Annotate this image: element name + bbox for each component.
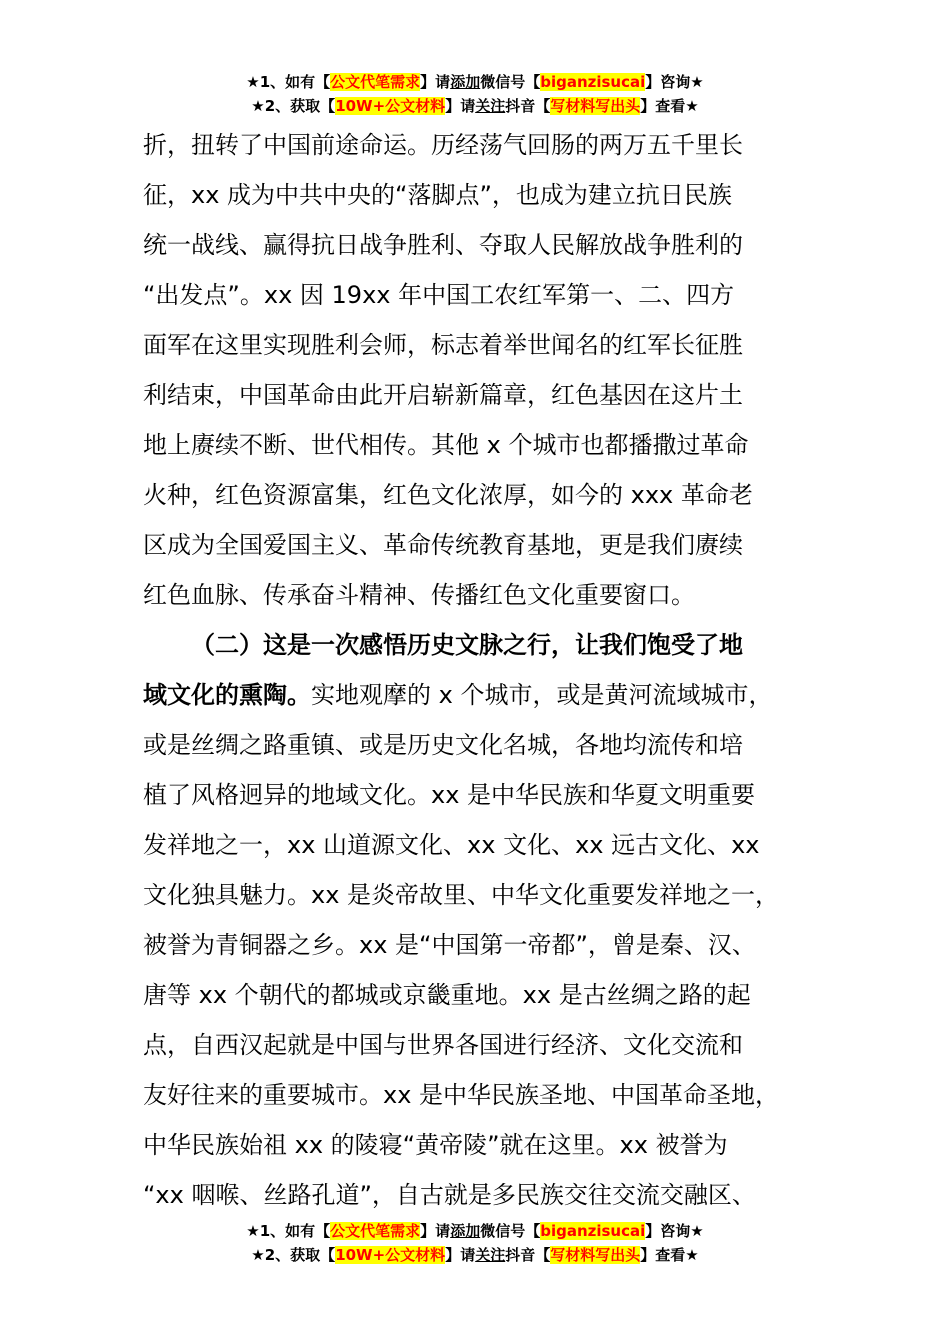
banner-line-1: ★1、如有【公文代笔需求】请添加微信号【biganzisucai】咨询★ [246,1222,704,1240]
body-line: 利结束，中国革命由此开启崭新篇章，红色基因在这片土 [143,381,743,409]
body-line: 友好往来的重要城市。xx 是中华民族圣地、中国革命圣地， [143,1081,780,1109]
banner-line-1: ★1、如有【公文代笔需求】请添加微信号【biganzisucai】咨询★ [246,73,704,91]
section-heading: （二）这是一次感悟历史文脉之行，让我们饱受了地 [191,631,743,659]
highlight-service: 公文代笔需求 [330,1222,421,1240]
body-line: 地上赓续不断、世代相传。其他 x 个城市也都播撒过革命 [143,431,749,459]
highlight-wechat-id: biganzisucai [540,73,646,91]
section-heading-end: 域文化的熏陶。 [143,681,311,709]
body-line: 征，xx 成为中共中央的“落脚点”，也成为建立抗日民族 [143,181,732,209]
body-line: 红色血脉、传承奋斗精神、传播红色文化重要窗口。 [143,581,695,609]
highlight-materials: 10W+公文材料 [335,97,446,115]
paragraph-red-culture [143,120,833,620]
body-line: 被誉为青铜器之乡。xx 是“中国第一帝都”，曾是秦、汉、 [143,931,756,959]
highlight-wechat-id: biganzisucai [540,1222,646,1240]
highlight-douyin: 写材料写出头 [550,97,641,115]
paragraph-regional-culture [143,620,833,1220]
banner-line-2: ★2、获取【10W+公文材料】请关注抖音【写材料写出头】查看★ [251,97,699,115]
body-line: 唐等 xx 个朝代的都城或京畿重地。xx 是古丝绸之路的起 [143,981,751,1009]
body-line: 折，扭转了中国前途命运。历经荡气回肠的两万五千里长 [143,131,743,159]
body-line: 区成为全国爱国主义、革命传统教育基地，更是我们赓续 [143,531,743,559]
body-line: 或是丝绸之路重镇、或是历史文化名城，各地均流传和培 [143,731,743,759]
highlight-douyin: 写材料写出头 [550,1246,641,1264]
header-banner [0,70,950,118]
body-line: 发祥地之一，xx 山道源文化、xx 文化、xx 远古文化、xx [143,831,760,859]
footer-banner [0,1219,950,1267]
body-line: 统一战线、赢得抗日战争胜利、夺取人民解放战争胜利的 [143,231,743,259]
body-line: 文化独具魅力。xx 是炎帝故里、中华文化重要发祥地之一， [143,881,780,909]
document-body [143,120,833,1220]
body-line: 点，自西汉起就是中国与世界各国进行经济、文化交流和 [143,1031,743,1059]
body-line: “xx 咽喉、丝路孔道”，自古就是多民族交往交流交融区、 [143,1181,756,1209]
body-line: “出发点”。xx 因 19xx 年中国工农红军第一、二、四方 [143,281,735,309]
highlight-materials: 10W+公文材料 [335,1246,446,1264]
body-line: 面军在这里实现胜利会师，标志着举世闻名的红军长征胜 [143,331,743,359]
body-line: 植了风格迥异的地域文化。xx 是中华民族和华夏文明重要 [143,781,756,809]
body-line: 域文化的熏陶。实地观摩的 x 个城市，或是黄河流域城市， [143,681,773,709]
body-line: 中华民族始祖 xx 的陵寝“黄帝陵”就在这里。xx 被誉为 [143,1131,728,1159]
highlight-service: 公文代笔需求 [330,73,421,91]
banner-line-2: ★2、获取【10W+公文材料】请关注抖音【写材料写出头】查看★ [251,1246,699,1264]
body-line: 火种，红色资源富集，红色文化浓厚，如今的 xxx 革命老 [143,481,753,509]
